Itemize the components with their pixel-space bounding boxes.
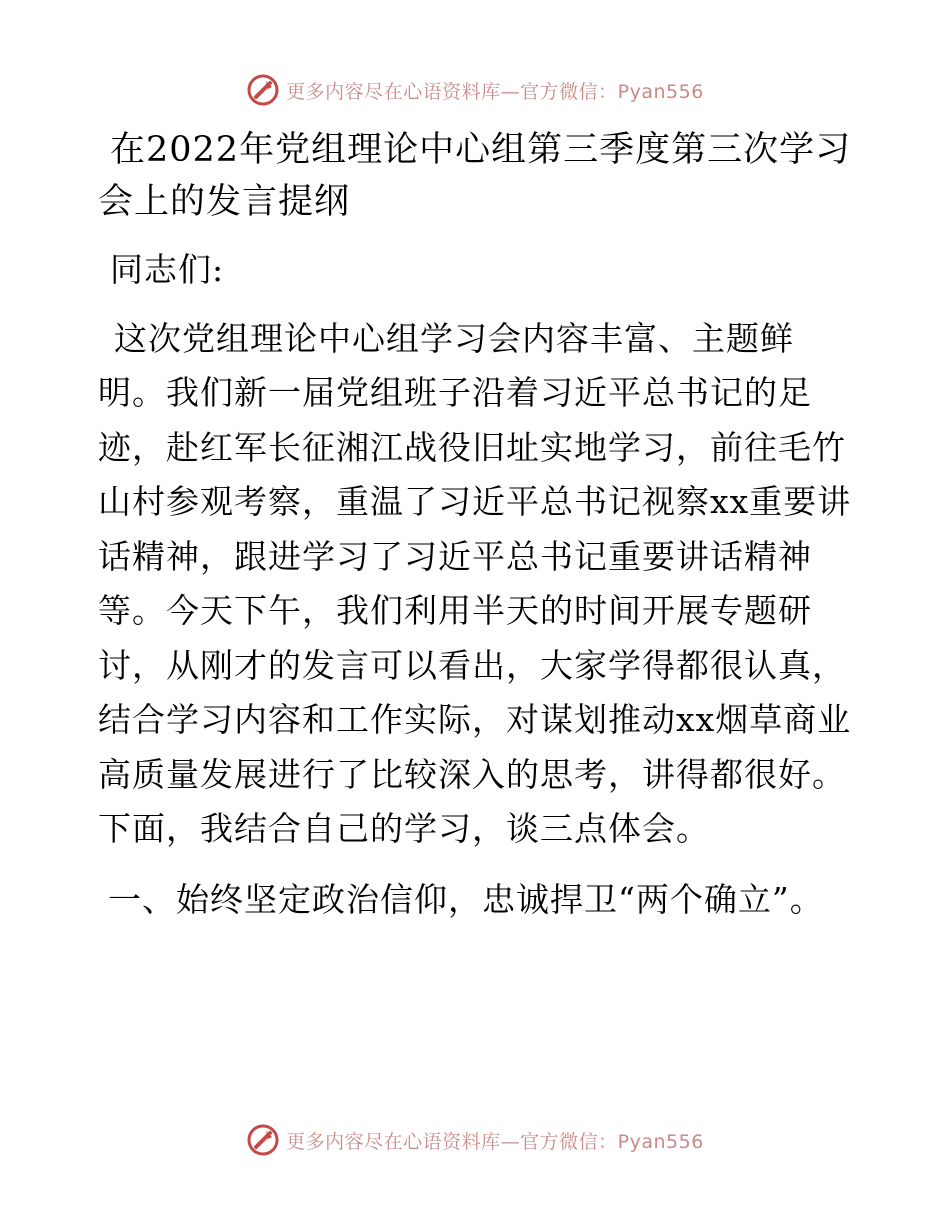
watermark-text: 更多内容尽在心语资料库—官方微信：Pyan556 bbox=[286, 80, 704, 103]
logo-icon bbox=[246, 73, 280, 107]
body-paragraph: 这次党组理论中心组学习会内容丰富、主题鲜明。我们新一届党组班子沿着习近平总书记的足迹，赴红军长征湘江战役旧址实地学习，前往毛竹山村参观考察，重温了习近平总书记视察xx重要讲话精神，跟进学习了习近平总书记重要讲话精神等。今天下午，我们利用半天的时间开展专题研讨，从刚才的发言可以看出，大家学得都很认真，结合学习内容和工作实际，对谋划推动xx烟草商业高质量发展进行了比较深入的思考，讲得都很好。下面，我结合自己的学习，谈三点体会。 bbox=[98, 318, 852, 848]
watermark-id: Pyan556 bbox=[617, 1130, 704, 1153]
watermark-id: Pyan556 bbox=[617, 80, 704, 103]
salutation: 同志们: bbox=[110, 250, 225, 289]
document-body bbox=[98, 124, 858, 927]
document-title: 在2022年党组理论中心组第三季度第三次学习会上的发言提纲 bbox=[98, 130, 852, 222]
section-heading: 一、始终坚定政治信仰，忠诚捍卫“两个确立”。 bbox=[108, 879, 824, 919]
watermark-header bbox=[0, 70, 950, 110]
watermark-footer bbox=[0, 1120, 950, 1160]
watermark-text: 更多内容尽在心语资料库—官方微信：Pyan556 bbox=[286, 1130, 704, 1153]
logo-icon bbox=[246, 1123, 280, 1157]
